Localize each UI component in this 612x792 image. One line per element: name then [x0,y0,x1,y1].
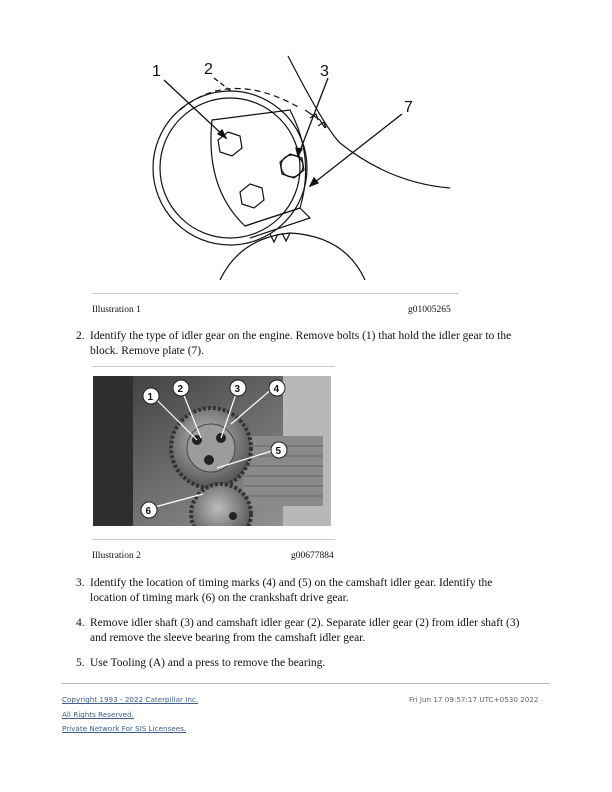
photo-callout-2: 2 [177,384,184,395]
rights-link[interactable]: All Rights Reserved. [62,710,134,719]
step-text-line: Identify the location of timing marks (4) and (5) on the camshaft idler gear. Identify the [90,577,493,589]
step-number: 3. [76,577,85,589]
callout-1: 1 [152,63,161,80]
photo-callout-4: 4 [273,384,280,395]
step-number: 2. [76,330,85,342]
illustration-2-label: Illustration 2 [92,551,141,561]
step-text-line: Identify the type of idler gear on the engine. Remove bolts (1) that hold the idler gear to the [90,330,512,342]
caption-rule-2b [92,539,335,540]
caption-rule-2a [92,366,335,367]
footer-divider [62,683,550,684]
caption-rule-1 [92,293,458,294]
photo-callout-3: 3 [234,384,241,395]
private-network-link[interactable]: Private Network For SIS Licensees. [62,724,187,733]
idler-gear-line-drawing [150,48,470,280]
photo-callout-5: 5 [275,446,282,457]
illustration-1-label: Illustration 1 [92,305,141,315]
step-text-line: location of timing mark (6) on the crankshaft drive gear. [90,592,349,604]
step-text-line: Use Tooling (A) and a press to remove the bearing. [90,657,326,669]
step-number: 5. [76,657,85,669]
step-number: 4. [76,617,85,629]
step-text-line: Remove idler shaft (3) and camshaft idler gear (2). Separate idler gear (2) from idler shaft (3) [90,617,520,629]
illustration-1-id: g01005265 [408,305,451,315]
photo-callout-1: 1 [147,392,154,403]
idler-gear-photo [93,376,331,526]
step-text-line: and remove the sleeve bearing from the camshaft idler gear. [90,632,366,644]
photo-callout-6: 6 [145,506,152,517]
illustration-2-id: g00677884 [291,551,334,561]
step-text-line: block. Remove plate (7). [90,345,205,357]
callout-2: 2 [204,61,213,78]
copyright-link[interactable]: Copyright 1993 - 2022 Caterpillar Inc. [62,695,199,704]
callout-7: 7 [404,99,413,116]
print-timestamp: Fri Jun 17 09:57:17 UTC+0530 2022 [409,695,539,704]
callout-3: 3 [320,63,329,80]
